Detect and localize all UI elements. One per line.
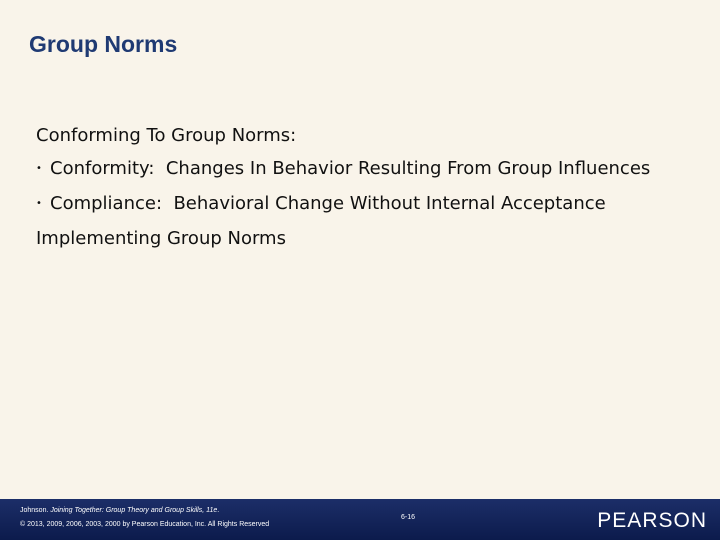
footer-bar xyxy=(0,499,720,540)
page-number: 6-16 xyxy=(401,514,416,521)
bullet-item-conformity xyxy=(36,157,696,180)
citation-title: Joining Together: Group Theory and Group Skills, 11e xyxy=(50,507,218,514)
copyright-line: © 2013, 2009, 2006, 2003, 2000 by Pearson Education, Inc. All Rights Reserved xyxy=(20,521,270,528)
pearson-logo: PEARSON xyxy=(597,509,707,532)
bullet-icon: • xyxy=(36,198,42,209)
bullet-icon: • xyxy=(36,163,42,174)
bullet-text-compliance: Compliance: Behavioral Change Without Internal Acceptance xyxy=(50,193,606,214)
slide-body xyxy=(36,124,696,260)
bullet-item-compliance xyxy=(36,192,696,215)
footer-citation xyxy=(20,504,380,532)
citation-author: Johnson. xyxy=(20,507,51,514)
bullet-text-conformity: Conformity: Changes In Behavior Resulting From Group Influences xyxy=(50,158,651,179)
section-heading-conforming: Conforming To Group Norms: xyxy=(36,125,297,146)
citation-suffix: . xyxy=(217,507,220,514)
slide-title: Group Norms xyxy=(29,31,178,57)
section-heading-implementing: Implementing Group Norms xyxy=(36,228,286,249)
citation-line xyxy=(20,504,380,518)
